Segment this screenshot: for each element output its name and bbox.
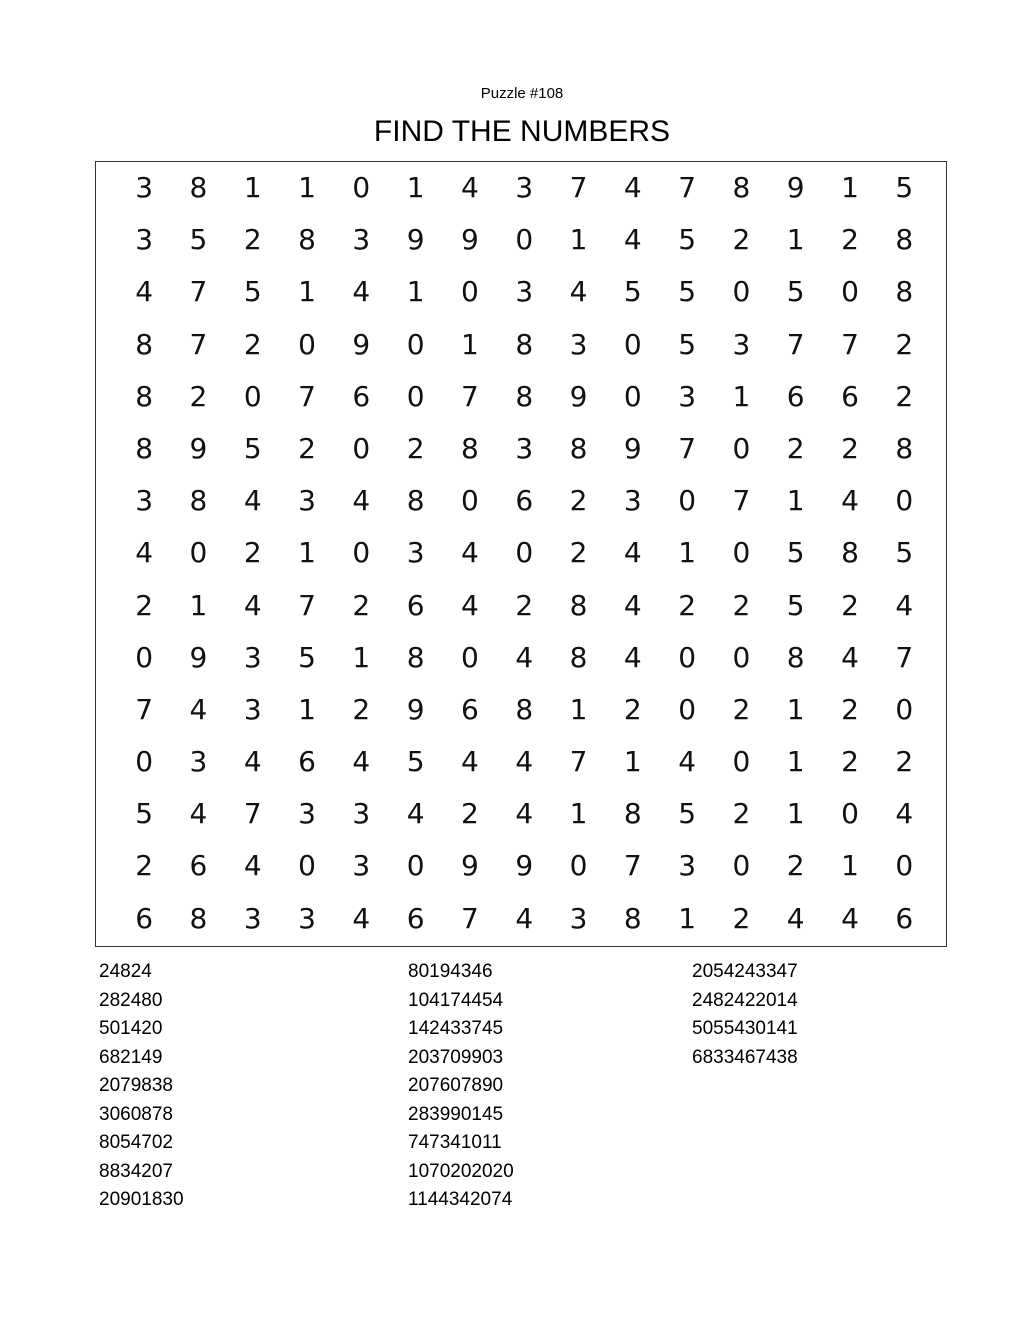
grid-cell[interactable]: 1 <box>678 901 697 935</box>
grid-cell[interactable]: 4 <box>515 745 534 779</box>
grid-cell[interactable]: 0 <box>135 745 154 779</box>
grid-cell[interactable]: 6 <box>352 379 371 413</box>
grid-cell[interactable]: 2 <box>352 692 371 726</box>
grid-cell[interactable]: 7 <box>189 275 208 309</box>
grid-cell[interactable]: 5 <box>135 797 154 831</box>
grid-cell[interactable]: 1 <box>786 797 805 831</box>
word-list-item: 142433745 <box>408 1018 504 1039</box>
grid-cell[interactable]: 3 <box>243 640 262 674</box>
grid-cell[interactable]: 1 <box>406 171 425 204</box>
grid-cell[interactable]: 0 <box>895 692 914 726</box>
grid-cell[interactable]: 8 <box>569 431 588 465</box>
grid-cell[interactable]: 1 <box>623 745 642 779</box>
grid-cell[interactable]: 0 <box>461 640 479 674</box>
grid-cell[interactable]: 3 <box>569 327 588 361</box>
grid-cell[interactable]: 4 <box>352 901 371 935</box>
grid-cell[interactable]: 8 <box>786 640 805 674</box>
word-list-item: 2054243347 <box>692 961 798 982</box>
grid-cell[interactable]: 5 <box>895 536 914 570</box>
grid-cell[interactable]: 7 <box>895 640 914 674</box>
grid-cell[interactable]: 5 <box>895 171 914 204</box>
grid-cell[interactable]: 5 <box>786 588 805 622</box>
grid-cell[interactable]: 7 <box>461 379 479 413</box>
grid-cell[interactable]: 6 <box>406 588 425 622</box>
grid-cell[interactable]: 8 <box>515 327 534 361</box>
word-list-item: 1070202020 <box>408 1160 514 1182</box>
grid-cell[interactable]: 6 <box>406 901 425 935</box>
word-list-column-2 <box>408 958 514 1215</box>
grid-cell[interactable]: 5 <box>406 745 425 779</box>
grid-cell[interactable]: 8 <box>623 797 642 831</box>
grid-cell[interactable]: 3 <box>243 692 262 726</box>
grid-cell[interactable]: 2 <box>732 901 751 935</box>
grid-cell[interactable]: 8 <box>189 171 208 204</box>
grid-cell[interactable]: 8 <box>569 588 588 622</box>
grid-cell[interactable]: 7 <box>678 431 697 465</box>
grid-cell[interactable]: 7 <box>569 171 588 204</box>
grid-cell[interactable]: 0 <box>189 536 208 570</box>
grid-cell[interactable]: 8 <box>515 379 534 413</box>
grid-cell[interactable]: 3 <box>298 797 316 831</box>
grid-cell[interactable]: 8 <box>461 431 479 465</box>
grid-cell[interactable]: 2 <box>895 379 914 413</box>
grid-cell[interactable]: 0 <box>678 484 697 518</box>
grid-cell[interactable]: 4 <box>461 745 479 779</box>
grid-cell[interactable]: 0 <box>298 849 316 883</box>
word-list-item: 3060878 <box>99 1103 173 1125</box>
grid-cell[interactable]: 1 <box>786 692 805 726</box>
grid-cell[interactable]: 4 <box>786 901 805 935</box>
grid-cell[interactable]: 1 <box>786 745 805 779</box>
grid-cell[interactable]: 3 <box>515 275 534 309</box>
grid-cell[interactable]: 4 <box>135 275 154 309</box>
grid-cell[interactable]: 4 <box>352 745 371 779</box>
grid-cell[interactable]: 2 <box>732 588 751 622</box>
grid-cell[interactable]: 7 <box>298 379 316 413</box>
grid-cell[interactable]: 8 <box>623 901 642 935</box>
grid-cell[interactable]: 1 <box>786 484 805 518</box>
grid-cell[interactable]: 2 <box>732 223 751 257</box>
word-list-item: 2079838 <box>99 1075 173 1096</box>
grid-cell[interactable]: 2 <box>189 379 208 413</box>
grid-cell[interactable]: 4 <box>841 484 859 518</box>
grid-cell[interactable]: 9 <box>569 379 588 413</box>
grid-cell[interactable]: 8 <box>895 275 914 309</box>
word-list-item: 207607890 <box>408 1075 504 1096</box>
grid-cell[interactable]: 2 <box>623 692 642 726</box>
grid-cell[interactable]: 7 <box>569 745 588 779</box>
grid-cell[interactable]: 3 <box>515 171 534 204</box>
grid-cell[interactable]: 0 <box>841 797 859 831</box>
word-list-column-3 <box>692 958 798 1072</box>
grid-cell[interactable]: 8 <box>841 536 859 570</box>
grid-cell[interactable]: 6 <box>189 849 208 883</box>
grid-cell[interactable]: 1 <box>841 849 859 883</box>
word-list-item: 80194346 <box>408 961 493 982</box>
word-list-item: 6833467438 <box>692 1046 798 1068</box>
grid-cell[interactable]: 8 <box>406 640 425 674</box>
number-grid <box>117 162 931 945</box>
grid-cell[interactable]: 5 <box>243 275 262 309</box>
grid-cell[interactable]: 6 <box>515 484 534 518</box>
puzzle-title: FIND THE NUMBERS <box>373 115 671 148</box>
grid-cell[interactable]: 5 <box>786 536 805 570</box>
grid-cell[interactable]: 2 <box>841 588 859 622</box>
grid-cell[interactable]: 4 <box>406 797 425 831</box>
grid-cell[interactable]: 1 <box>569 692 588 726</box>
grid-cell[interactable]: 5 <box>678 327 697 361</box>
grid-cell[interactable]: 2 <box>786 431 805 465</box>
grid-cell[interactable]: 1 <box>298 692 316 726</box>
grid-cell[interactable]: 2 <box>678 588 697 622</box>
grid-cell[interactable]: 3 <box>515 431 534 465</box>
grid-cell[interactable]: 2 <box>461 797 479 831</box>
grid-cell[interactable]: 4 <box>461 588 479 622</box>
grid-cell[interactable]: 3 <box>298 901 316 935</box>
grid-cell[interactable]: 4 <box>243 484 262 518</box>
grid-cell[interactable]: 0 <box>732 745 751 779</box>
grid-cell[interactable]: 3 <box>352 849 371 883</box>
grid-cell[interactable]: 2 <box>569 536 588 570</box>
grid-cell[interactable]: 8 <box>895 223 914 257</box>
word-list-item: 283990145 <box>408 1103 504 1125</box>
grid-cell[interactable]: 4 <box>841 640 859 674</box>
grid-cell[interactable]: 4 <box>515 797 534 831</box>
grid-cell[interactable]: 9 <box>406 692 425 726</box>
grid-cell[interactable]: 2 <box>569 484 588 518</box>
grid-cell[interactable]: 7 <box>298 588 316 622</box>
grid-cell[interactable]: 7 <box>623 849 642 883</box>
grid-cell[interactable]: 4 <box>895 797 914 831</box>
grid-cell[interactable]: 4 <box>515 901 534 935</box>
grid-cell[interactable]: 6 <box>298 745 316 779</box>
grid-cell[interactable]: 9 <box>189 640 208 674</box>
grid-cell[interactable]: 9 <box>461 223 479 257</box>
word-list-item: 682149 <box>99 1046 163 1068</box>
grid-cell[interactable]: 1 <box>189 588 208 622</box>
word-list-column-1 <box>99 958 184 1215</box>
grid-cell[interactable]: 1 <box>298 275 316 309</box>
grid-cell[interactable]: 4 <box>352 275 371 309</box>
grid-cell[interactable]: 1 <box>841 171 859 204</box>
grid-cell[interactable]: 0 <box>461 275 479 309</box>
grid-cell[interactable]: 4 <box>461 171 479 204</box>
word-list-item: 1144342074 <box>408 1189 513 1210</box>
grid-cell[interactable]: 0 <box>732 536 751 570</box>
grid-cell[interactable]: 0 <box>352 431 371 465</box>
grid-cell[interactable]: 3 <box>352 223 371 257</box>
word-list-item: 24824 <box>99 961 152 982</box>
grid-cell[interactable]: 3 <box>569 901 588 935</box>
grid-cell[interactable]: 2 <box>786 849 805 883</box>
grid-cell[interactable]: 7 <box>243 797 262 831</box>
grid-cell[interactable]: 4 <box>135 536 154 570</box>
grid-cell[interactable]: 2 <box>135 588 154 622</box>
grid-cell[interactable]: 8 <box>895 431 914 465</box>
word-list-item: 2482422014 <box>692 989 798 1011</box>
grid-cell[interactable]: 6 <box>786 379 805 413</box>
grid-cell[interactable]: 4 <box>243 849 262 883</box>
grid-cell[interactable]: 3 <box>135 223 154 257</box>
grid-cell[interactable]: 1 <box>298 171 316 204</box>
grid-cell[interactable]: 0 <box>623 327 642 361</box>
puzzle-number: Puzzle #108 <box>480 85 564 102</box>
grid-cell[interactable]: 7 <box>189 327 208 361</box>
grid-cell[interactable]: 6 <box>135 901 154 935</box>
grid-cell[interactable]: 5 <box>623 275 642 309</box>
grid-cell[interactable]: 0 <box>406 379 425 413</box>
grid-cell[interactable]: 1 <box>786 223 805 257</box>
grid-cell[interactable]: 2 <box>895 327 914 361</box>
grid-cell[interactable]: 3 <box>678 379 697 413</box>
grid-cell[interactable]: 7 <box>135 692 154 726</box>
grid-cell[interactable]: 7 <box>786 327 805 361</box>
grid-cell[interactable]: 2 <box>732 797 751 831</box>
grid-cell[interactable]: 0 <box>678 640 697 674</box>
grid-cell[interactable]: 2 <box>841 692 859 726</box>
grid-cell[interactable]: 4 <box>352 484 371 518</box>
grid-cell[interactable]: 8 <box>732 171 751 204</box>
word-list-item: 8054702 <box>99 1132 173 1153</box>
grid-cell[interactable]: 2 <box>841 431 859 465</box>
grid-cell[interactable]: 3 <box>135 484 154 518</box>
grid-cell[interactable]: 1 <box>569 797 588 831</box>
grid-cell[interactable]: 0 <box>895 849 914 883</box>
grid-cell[interactable]: 8 <box>135 327 154 361</box>
grid-cell[interactable]: 4 <box>895 588 914 622</box>
grid-cell[interactable]: 4 <box>461 536 479 570</box>
grid-cell[interactable]: 0 <box>135 640 154 674</box>
word-list-item: 8834207 <box>99 1160 173 1182</box>
grid-cell[interactable]: 4 <box>243 745 262 779</box>
grid-cell[interactable]: 0 <box>406 849 425 883</box>
grid-cell[interactable]: 2 <box>135 849 154 883</box>
grid-cell[interactable]: 3 <box>243 901 262 935</box>
grid-cell[interactable]: 2 <box>352 588 371 622</box>
grid-cell[interactable]: 7 <box>841 327 859 361</box>
grid-cell[interactable]: 1 <box>569 223 588 257</box>
grid-cell[interactable]: 3 <box>678 849 697 883</box>
word-list-item: 282480 <box>99 989 163 1011</box>
grid-cell[interactable]: 0 <box>895 484 914 518</box>
grid-cell[interactable]: 8 <box>569 640 588 674</box>
grid-cell[interactable]: 4 <box>623 640 642 674</box>
grid-cell[interactable]: 3 <box>623 484 642 518</box>
grid-cell[interactable]: 0 <box>732 275 751 309</box>
grid-cell[interactable]: 5 <box>786 275 805 309</box>
grid-cell[interactable]: 2 <box>243 223 262 257</box>
grid-cell[interactable]: 0 <box>515 536 534 570</box>
grid-cell[interactable]: 7 <box>678 171 697 204</box>
grid-cell[interactable]: 0 <box>678 692 697 726</box>
grid-cell[interactable]: 4 <box>189 797 208 831</box>
grid-cell[interactable]: 6 <box>841 379 859 413</box>
word-list-item: 104174454 <box>408 989 504 1011</box>
grid-cell[interactable]: 8 <box>189 901 208 935</box>
grid-cell[interactable]: 1 <box>406 275 425 309</box>
grid-cell[interactable]: 0 <box>841 275 859 309</box>
grid-cell[interactable]: 2 <box>243 327 262 361</box>
grid-cell[interactable]: 8 <box>298 223 316 257</box>
grid-cell[interactable]: 1 <box>352 640 371 674</box>
grid-cell[interactable]: 0 <box>298 327 316 361</box>
grid-cell[interactable]: 5 <box>189 223 208 257</box>
grid-cell[interactable]: 2 <box>732 692 751 726</box>
grid-cell[interactable]: 2 <box>841 745 859 779</box>
grid-cell[interactable]: 4 <box>243 588 262 622</box>
word-list-item: 747341011 <box>408 1132 502 1153</box>
grid-cell[interactable]: 3 <box>406 536 425 570</box>
grid-cell[interactable]: 0 <box>515 223 534 257</box>
grid-cell[interactable]: 0 <box>406 327 425 361</box>
grid-cell[interactable]: 9 <box>786 171 805 204</box>
grid-cell[interactable]: 9 <box>515 849 534 883</box>
grid-cell[interactable]: 6 <box>895 901 914 935</box>
word-list-item: 203709903 <box>408 1046 504 1068</box>
grid-cell[interactable]: 4 <box>623 536 642 570</box>
grid-cell[interactable]: 5 <box>243 431 262 465</box>
grid-cell[interactable]: 2 <box>243 536 262 570</box>
grid-cell[interactable]: 9 <box>623 431 642 465</box>
grid-cell[interactable]: 1 <box>243 171 262 204</box>
grid-cell[interactable]: 2 <box>298 431 316 465</box>
grid-cell[interactable]: 9 <box>352 327 371 361</box>
grid-cell[interactable]: 4 <box>623 171 642 204</box>
grid-cell[interactable]: 8 <box>135 379 154 413</box>
grid-cell[interactable]: 4 <box>841 901 859 935</box>
grid-cell[interactable]: 0 <box>732 640 751 674</box>
grid-cell[interactable]: 0 <box>461 484 479 518</box>
grid-cell[interactable]: 4 <box>515 640 534 674</box>
grid-cell[interactable]: 2 <box>515 588 534 622</box>
grid-cell[interactable]: 6 <box>461 692 479 726</box>
grid-cell[interactable]: 9 <box>406 223 425 257</box>
grid-cell[interactable]: 0 <box>243 379 262 413</box>
grid-cell[interactable]: 0 <box>732 849 751 883</box>
grid-cell[interactable]: 2 <box>841 223 859 257</box>
grid-cell[interactable]: 4 <box>623 588 642 622</box>
grid-cell[interactable]: 0 <box>352 536 371 570</box>
grid-cell[interactable]: 1 <box>678 536 697 570</box>
grid-cell[interactable]: 7 <box>732 484 751 518</box>
grid-cell[interactable]: 8 <box>406 484 425 518</box>
grid-cell[interactable]: 3 <box>732 327 751 361</box>
grid-cell[interactable]: 4 <box>678 745 697 779</box>
grid-cell[interactable]: 0 <box>569 849 588 883</box>
grid-cell[interactable]: 5 <box>678 223 697 257</box>
grid-cell[interactable]: 1 <box>461 327 479 361</box>
grid-cell[interactable]: 0 <box>623 379 642 413</box>
grid-cell[interactable]: 4 <box>189 692 208 726</box>
grid-cell[interactable]: 1 <box>732 379 751 413</box>
grid-cell[interactable]: 2 <box>895 745 914 779</box>
grid-cell[interactable]: 8 <box>135 431 154 465</box>
grid-cell[interactable]: 5 <box>678 275 697 309</box>
grid-cell[interactable]: 3 <box>135 171 154 204</box>
grid-cell[interactable]: 3 <box>352 797 371 831</box>
grid-cell[interactable]: 4 <box>623 223 642 257</box>
grid-cell[interactable]: 3 <box>298 484 316 518</box>
grid-cell[interactable]: 5 <box>678 797 697 831</box>
word-list-item: 5055430141 <box>692 1018 798 1039</box>
grid-cell[interactable]: 9 <box>461 849 479 883</box>
grid-cell[interactable]: 8 <box>515 692 534 726</box>
grid-cell[interactable]: 7 <box>461 901 479 935</box>
grid-cell[interactable]: 1 <box>298 536 316 570</box>
word-list-item: 501420 <box>99 1018 163 1039</box>
grid-cell[interactable]: 9 <box>189 431 208 465</box>
grid-cell[interactable]: 4 <box>569 275 588 309</box>
word-list-item: 20901830 <box>99 1189 184 1210</box>
grid-cell[interactable]: 2 <box>406 431 425 465</box>
grid-cell[interactable]: 8 <box>189 484 208 518</box>
grid-cell[interactable]: 0 <box>732 431 751 465</box>
grid-cell[interactable]: 3 <box>189 745 208 779</box>
grid-cell[interactable]: 5 <box>298 640 316 674</box>
grid-cell[interactable]: 0 <box>352 171 371 204</box>
